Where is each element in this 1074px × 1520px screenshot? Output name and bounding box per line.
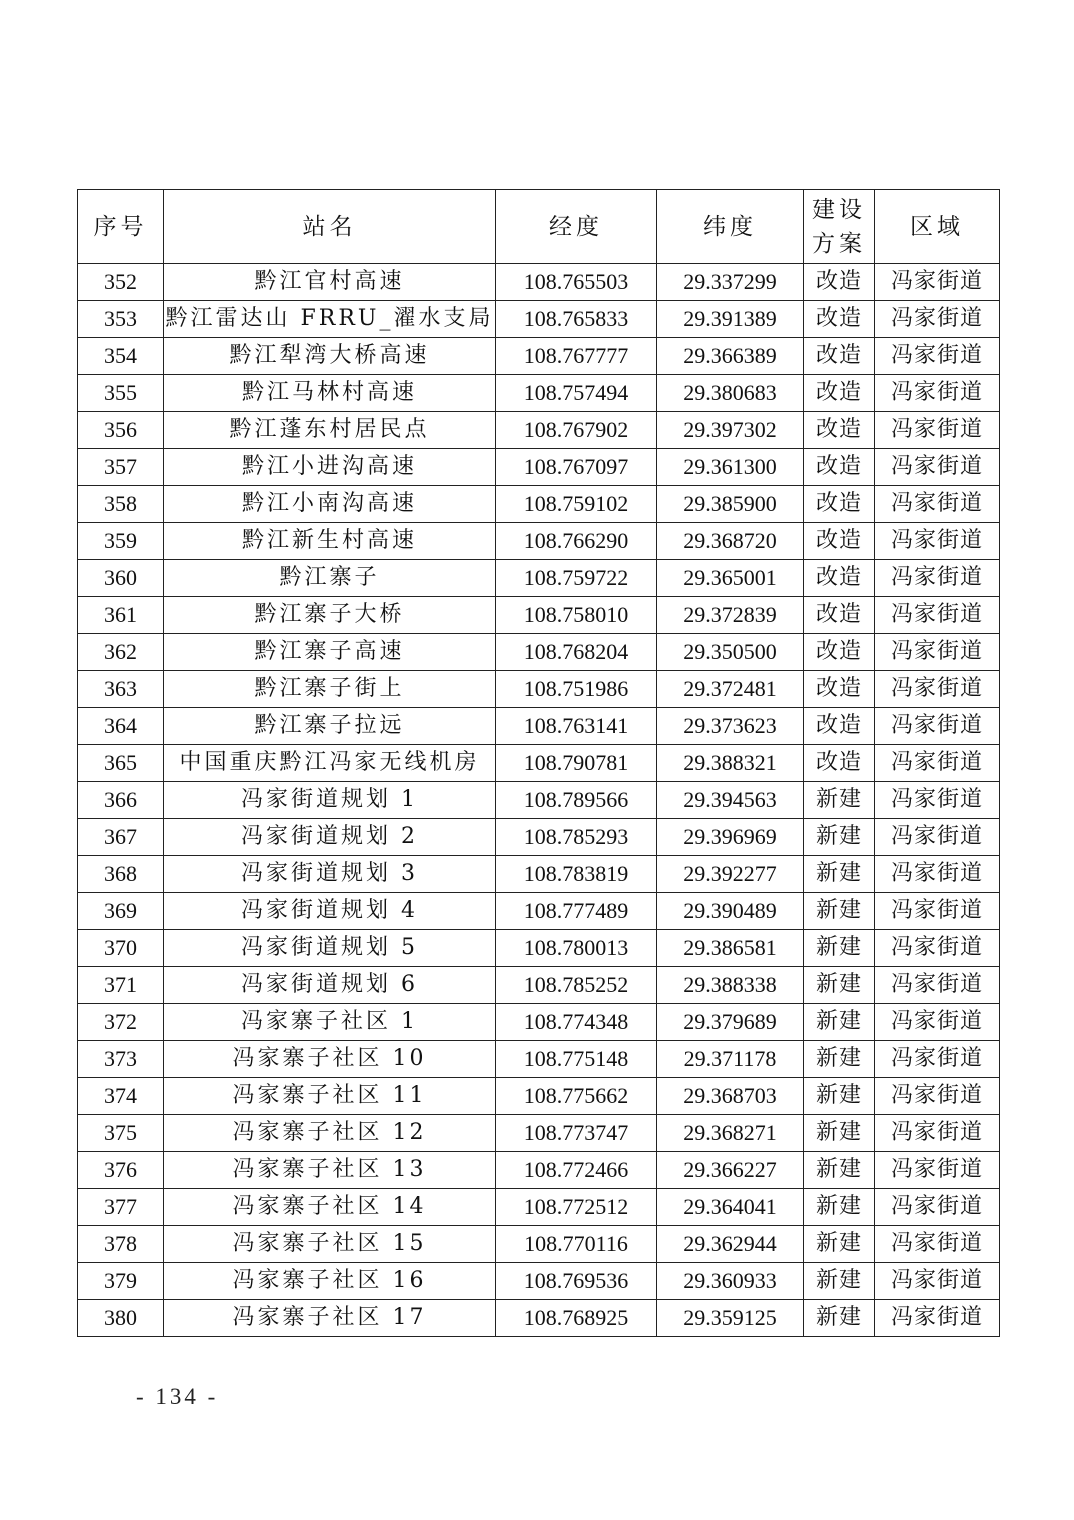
cell-lng: 108.774348 <box>496 1004 657 1041</box>
table-row <box>78 1189 1000 1226</box>
cell-plan: 新建 <box>804 1300 875 1337</box>
cell-lat: 29.386581 <box>657 930 804 967</box>
cell-lng: 108.775662 <box>496 1078 657 1115</box>
cell-lng: 108.783819 <box>496 856 657 893</box>
cell-seq: 379 <box>78 1263 164 1300</box>
cell-lng: 108.773747 <box>496 1115 657 1152</box>
cell-lat: 29.365001 <box>657 560 804 597</box>
table-header <box>78 190 1000 264</box>
cell-name: 黔江寨子 <box>164 560 496 597</box>
cell-lng: 108.772512 <box>496 1189 657 1226</box>
cell-seq: 378 <box>78 1226 164 1263</box>
cell-lng: 108.780013 <box>496 930 657 967</box>
cell-lat: 29.372839 <box>657 597 804 634</box>
cell-lng: 108.766290 <box>496 523 657 560</box>
cell-lat: 29.397302 <box>657 412 804 449</box>
cell-region: 冯家街道 <box>875 930 1000 967</box>
cell-lat: 29.392277 <box>657 856 804 893</box>
cell-seq: 363 <box>78 671 164 708</box>
cell-region: 冯家街道 <box>875 1300 1000 1337</box>
cell-plan: 新建 <box>804 1226 875 1263</box>
cell-name: 冯家寨子社区 12 <box>164 1115 496 1152</box>
cell-name: 黔江雷达山 FRRU_濯水支局 <box>164 301 496 338</box>
cell-plan: 新建 <box>804 782 875 819</box>
cell-lng: 108.763141 <box>496 708 657 745</box>
site-table <box>77 189 1000 1337</box>
cell-region: 冯家街道 <box>875 560 1000 597</box>
cell-region: 冯家街道 <box>875 449 1000 486</box>
cell-lat: 29.385900 <box>657 486 804 523</box>
cell-seq: 369 <box>78 893 164 930</box>
table-row <box>78 597 1000 634</box>
header-row <box>78 190 1000 264</box>
cell-name: 冯家寨子社区 10 <box>164 1041 496 1078</box>
cell-lat: 29.366227 <box>657 1152 804 1189</box>
cell-region: 冯家街道 <box>875 486 1000 523</box>
cell-lng: 108.785293 <box>496 819 657 856</box>
cell-lat: 29.394563 <box>657 782 804 819</box>
cell-lat: 29.373623 <box>657 708 804 745</box>
cell-plan: 改造 <box>804 597 875 634</box>
cell-lat: 29.337299 <box>657 264 804 301</box>
cell-seq: 367 <box>78 819 164 856</box>
cell-seq: 374 <box>78 1078 164 1115</box>
table-row <box>78 782 1000 819</box>
cell-plan: 新建 <box>804 967 875 1004</box>
cell-seq: 368 <box>78 856 164 893</box>
table-row <box>78 708 1000 745</box>
table-row <box>78 856 1000 893</box>
table-row <box>78 1115 1000 1152</box>
cell-seq: 375 <box>78 1115 164 1152</box>
cell-region: 冯家街道 <box>875 597 1000 634</box>
table-row <box>78 1041 1000 1078</box>
cell-seq: 366 <box>78 782 164 819</box>
cell-plan: 新建 <box>804 930 875 967</box>
cell-plan: 改造 <box>804 338 875 375</box>
cell-lng: 108.789566 <box>496 782 657 819</box>
cell-name: 冯家寨子社区 17 <box>164 1300 496 1337</box>
cell-plan: 新建 <box>804 1152 875 1189</box>
cell-name: 黔江马林村高速 <box>164 375 496 412</box>
header-lat-label: 纬度 <box>703 213 757 240</box>
cell-lng: 108.777489 <box>496 893 657 930</box>
cell-lat: 29.368703 <box>657 1078 804 1115</box>
table-row <box>78 1004 1000 1041</box>
cell-lng: 108.772466 <box>496 1152 657 1189</box>
cell-seq: 352 <box>78 264 164 301</box>
header-name-label: 站名 <box>302 213 357 240</box>
cell-lat: 29.388338 <box>657 967 804 1004</box>
cell-seq: 360 <box>78 560 164 597</box>
cell-region: 冯家街道 <box>875 1263 1000 1300</box>
cell-lng: 108.768204 <box>496 634 657 671</box>
cell-plan: 改造 <box>804 560 875 597</box>
cell-plan: 新建 <box>804 1115 875 1152</box>
cell-name: 黔江寨子高速 <box>164 634 496 671</box>
cell-name: 黔江新生村高速 <box>164 523 496 560</box>
table-row <box>78 819 1000 856</box>
table-row <box>78 671 1000 708</box>
cell-plan: 新建 <box>804 1041 875 1078</box>
header-region-label: 区域 <box>910 213 964 240</box>
cell-lat: 29.379689 <box>657 1004 804 1041</box>
cell-seq: 362 <box>78 634 164 671</box>
table-body <box>78 264 1000 1337</box>
cell-seq: 373 <box>78 1041 164 1078</box>
cell-region: 冯家街道 <box>875 412 1000 449</box>
cell-name: 中国重庆黔江冯家无线机房 <box>164 745 496 782</box>
cell-name: 黔江蓬东村居民点 <box>164 412 496 449</box>
cell-name: 黔江寨子大桥 <box>164 597 496 634</box>
cell-seq: 355 <box>78 375 164 412</box>
cell-seq: 353 <box>78 301 164 338</box>
cell-region: 冯家街道 <box>875 1004 1000 1041</box>
cell-seq: 370 <box>78 930 164 967</box>
cell-plan: 新建 <box>804 893 875 930</box>
cell-lat: 29.390489 <box>657 893 804 930</box>
cell-plan: 改造 <box>804 634 875 671</box>
header-name <box>164 190 496 264</box>
cell-region: 冯家街道 <box>875 338 1000 375</box>
cell-lat: 29.391389 <box>657 301 804 338</box>
cell-name: 黔江寨子拉远 <box>164 708 496 745</box>
table-row <box>78 1263 1000 1300</box>
cell-region: 冯家街道 <box>875 523 1000 560</box>
cell-name: 冯家街道规划 1 <box>164 782 496 819</box>
cell-plan: 新建 <box>804 1078 875 1115</box>
cell-plan: 新建 <box>804 1004 875 1041</box>
cell-lat: 29.361300 <box>657 449 804 486</box>
cell-region: 冯家街道 <box>875 819 1000 856</box>
cell-lng: 108.767777 <box>496 338 657 375</box>
cell-lng: 108.767097 <box>496 449 657 486</box>
cell-seq: 358 <box>78 486 164 523</box>
table-row <box>78 264 1000 301</box>
cell-seq: 354 <box>78 338 164 375</box>
cell-seq: 356 <box>78 412 164 449</box>
header-plan-line2: 方案 <box>812 230 866 257</box>
cell-lng: 108.768925 <box>496 1300 657 1337</box>
table-row <box>78 560 1000 597</box>
cell-seq: 361 <box>78 597 164 634</box>
table-row <box>78 1300 1000 1337</box>
cell-name: 冯家街道规划 3 <box>164 856 496 893</box>
cell-plan: 改造 <box>804 708 875 745</box>
cell-lat: 29.364041 <box>657 1189 804 1226</box>
cell-lat: 29.360933 <box>657 1263 804 1300</box>
cell-region: 冯家街道 <box>875 1041 1000 1078</box>
cell-plan: 改造 <box>804 745 875 782</box>
cell-plan: 改造 <box>804 449 875 486</box>
cell-name: 冯家街道规划 6 <box>164 967 496 1004</box>
cell-name: 黔江官村高速 <box>164 264 496 301</box>
cell-lat: 29.380683 <box>657 375 804 412</box>
cell-lng: 108.785252 <box>496 967 657 1004</box>
table-row <box>78 745 1000 782</box>
cell-name: 冯家寨子社区 14 <box>164 1189 496 1226</box>
cell-seq: 372 <box>78 1004 164 1041</box>
cell-lng: 108.790781 <box>496 745 657 782</box>
cell-name: 黔江寨子街上 <box>164 671 496 708</box>
cell-plan: 改造 <box>804 486 875 523</box>
cell-lng: 108.769536 <box>496 1263 657 1300</box>
cell-region: 冯家街道 <box>875 708 1000 745</box>
cell-lat: 29.362944 <box>657 1226 804 1263</box>
header-lng-label: 经度 <box>549 213 603 240</box>
cell-lng: 108.765833 <box>496 301 657 338</box>
cell-lng: 108.757494 <box>496 375 657 412</box>
cell-seq: 365 <box>78 745 164 782</box>
cell-lat: 29.368720 <box>657 523 804 560</box>
cell-seq: 359 <box>78 523 164 560</box>
table-row <box>78 1078 1000 1115</box>
header-seq <box>78 190 164 264</box>
cell-region: 冯家街道 <box>875 301 1000 338</box>
table-row <box>78 1152 1000 1189</box>
header-lat <box>657 190 804 264</box>
cell-name: 冯家寨子社区 15 <box>164 1226 496 1263</box>
table-row <box>78 301 1000 338</box>
cell-plan: 改造 <box>804 264 875 301</box>
cell-region: 冯家街道 <box>875 671 1000 708</box>
cell-lng: 108.767902 <box>496 412 657 449</box>
cell-region: 冯家街道 <box>875 1189 1000 1226</box>
cell-plan: 改造 <box>804 301 875 338</box>
cell-lat: 29.396969 <box>657 819 804 856</box>
cell-lng: 108.751986 <box>496 671 657 708</box>
table-row <box>78 375 1000 412</box>
cell-lat: 29.359125 <box>657 1300 804 1337</box>
table-row <box>78 338 1000 375</box>
cell-name: 冯家街道规划 2 <box>164 819 496 856</box>
cell-plan: 新建 <box>804 819 875 856</box>
table-row <box>78 412 1000 449</box>
cell-lng: 108.770116 <box>496 1226 657 1263</box>
table-row <box>78 449 1000 486</box>
cell-name: 黔江犁湾大桥高速 <box>164 338 496 375</box>
cell-region: 冯家街道 <box>875 745 1000 782</box>
header-lng <box>496 190 657 264</box>
cell-lng: 108.775148 <box>496 1041 657 1078</box>
cell-lat: 29.372481 <box>657 671 804 708</box>
cell-name: 冯家街道规划 4 <box>164 893 496 930</box>
table-row <box>78 634 1000 671</box>
cell-plan: 新建 <box>804 856 875 893</box>
cell-lat: 29.366389 <box>657 338 804 375</box>
table-row <box>78 1226 1000 1263</box>
cell-lng: 108.759722 <box>496 560 657 597</box>
cell-lng: 108.765503 <box>496 264 657 301</box>
cell-seq: 376 <box>78 1152 164 1189</box>
page-number: - 134 - <box>136 1384 219 1409</box>
cell-lat: 29.388321 <box>657 745 804 782</box>
cell-lat: 29.368271 <box>657 1115 804 1152</box>
table-row <box>78 893 1000 930</box>
cell-region: 冯家街道 <box>875 893 1000 930</box>
cell-region: 冯家街道 <box>875 967 1000 1004</box>
cell-name: 黔江小进沟高速 <box>164 449 496 486</box>
cell-seq: 377 <box>78 1189 164 1226</box>
cell-plan: 新建 <box>804 1189 875 1226</box>
cell-region: 冯家街道 <box>875 264 1000 301</box>
cell-region: 冯家街道 <box>875 856 1000 893</box>
cell-lng: 108.759102 <box>496 486 657 523</box>
cell-lng: 108.758010 <box>496 597 657 634</box>
cell-region: 冯家街道 <box>875 1152 1000 1189</box>
cell-region: 冯家街道 <box>875 634 1000 671</box>
cell-plan: 改造 <box>804 523 875 560</box>
cell-seq: 357 <box>78 449 164 486</box>
header-plan <box>804 190 875 264</box>
cell-lat: 29.350500 <box>657 634 804 671</box>
header-region <box>875 190 1000 264</box>
cell-plan: 新建 <box>804 1263 875 1300</box>
cell-name: 冯家寨子社区 1 <box>164 1004 496 1041</box>
cell-region: 冯家街道 <box>875 1115 1000 1152</box>
cell-seq: 364 <box>78 708 164 745</box>
header-plan-line1: 建设 <box>812 196 866 223</box>
table-row <box>78 486 1000 523</box>
cell-name: 黔江小南沟高速 <box>164 486 496 523</box>
table-row <box>78 523 1000 560</box>
cell-plan: 改造 <box>804 412 875 449</box>
cell-name: 冯家街道规划 5 <box>164 930 496 967</box>
header-seq-label: 序号 <box>93 213 148 240</box>
cell-plan: 改造 <box>804 671 875 708</box>
cell-plan: 改造 <box>804 375 875 412</box>
cell-name: 冯家寨子社区 13 <box>164 1152 496 1189</box>
cell-region: 冯家街道 <box>875 375 1000 412</box>
cell-seq: 371 <box>78 967 164 1004</box>
cell-region: 冯家街道 <box>875 1078 1000 1115</box>
table-row <box>78 967 1000 1004</box>
cell-seq: 380 <box>78 1300 164 1337</box>
table-row <box>78 930 1000 967</box>
cell-region: 冯家街道 <box>875 1226 1000 1263</box>
cell-name: 冯家寨子社区 11 <box>164 1078 496 1115</box>
cell-lat: 29.371178 <box>657 1041 804 1078</box>
cell-region: 冯家街道 <box>875 782 1000 819</box>
cell-name: 冯家寨子社区 16 <box>164 1263 496 1300</box>
